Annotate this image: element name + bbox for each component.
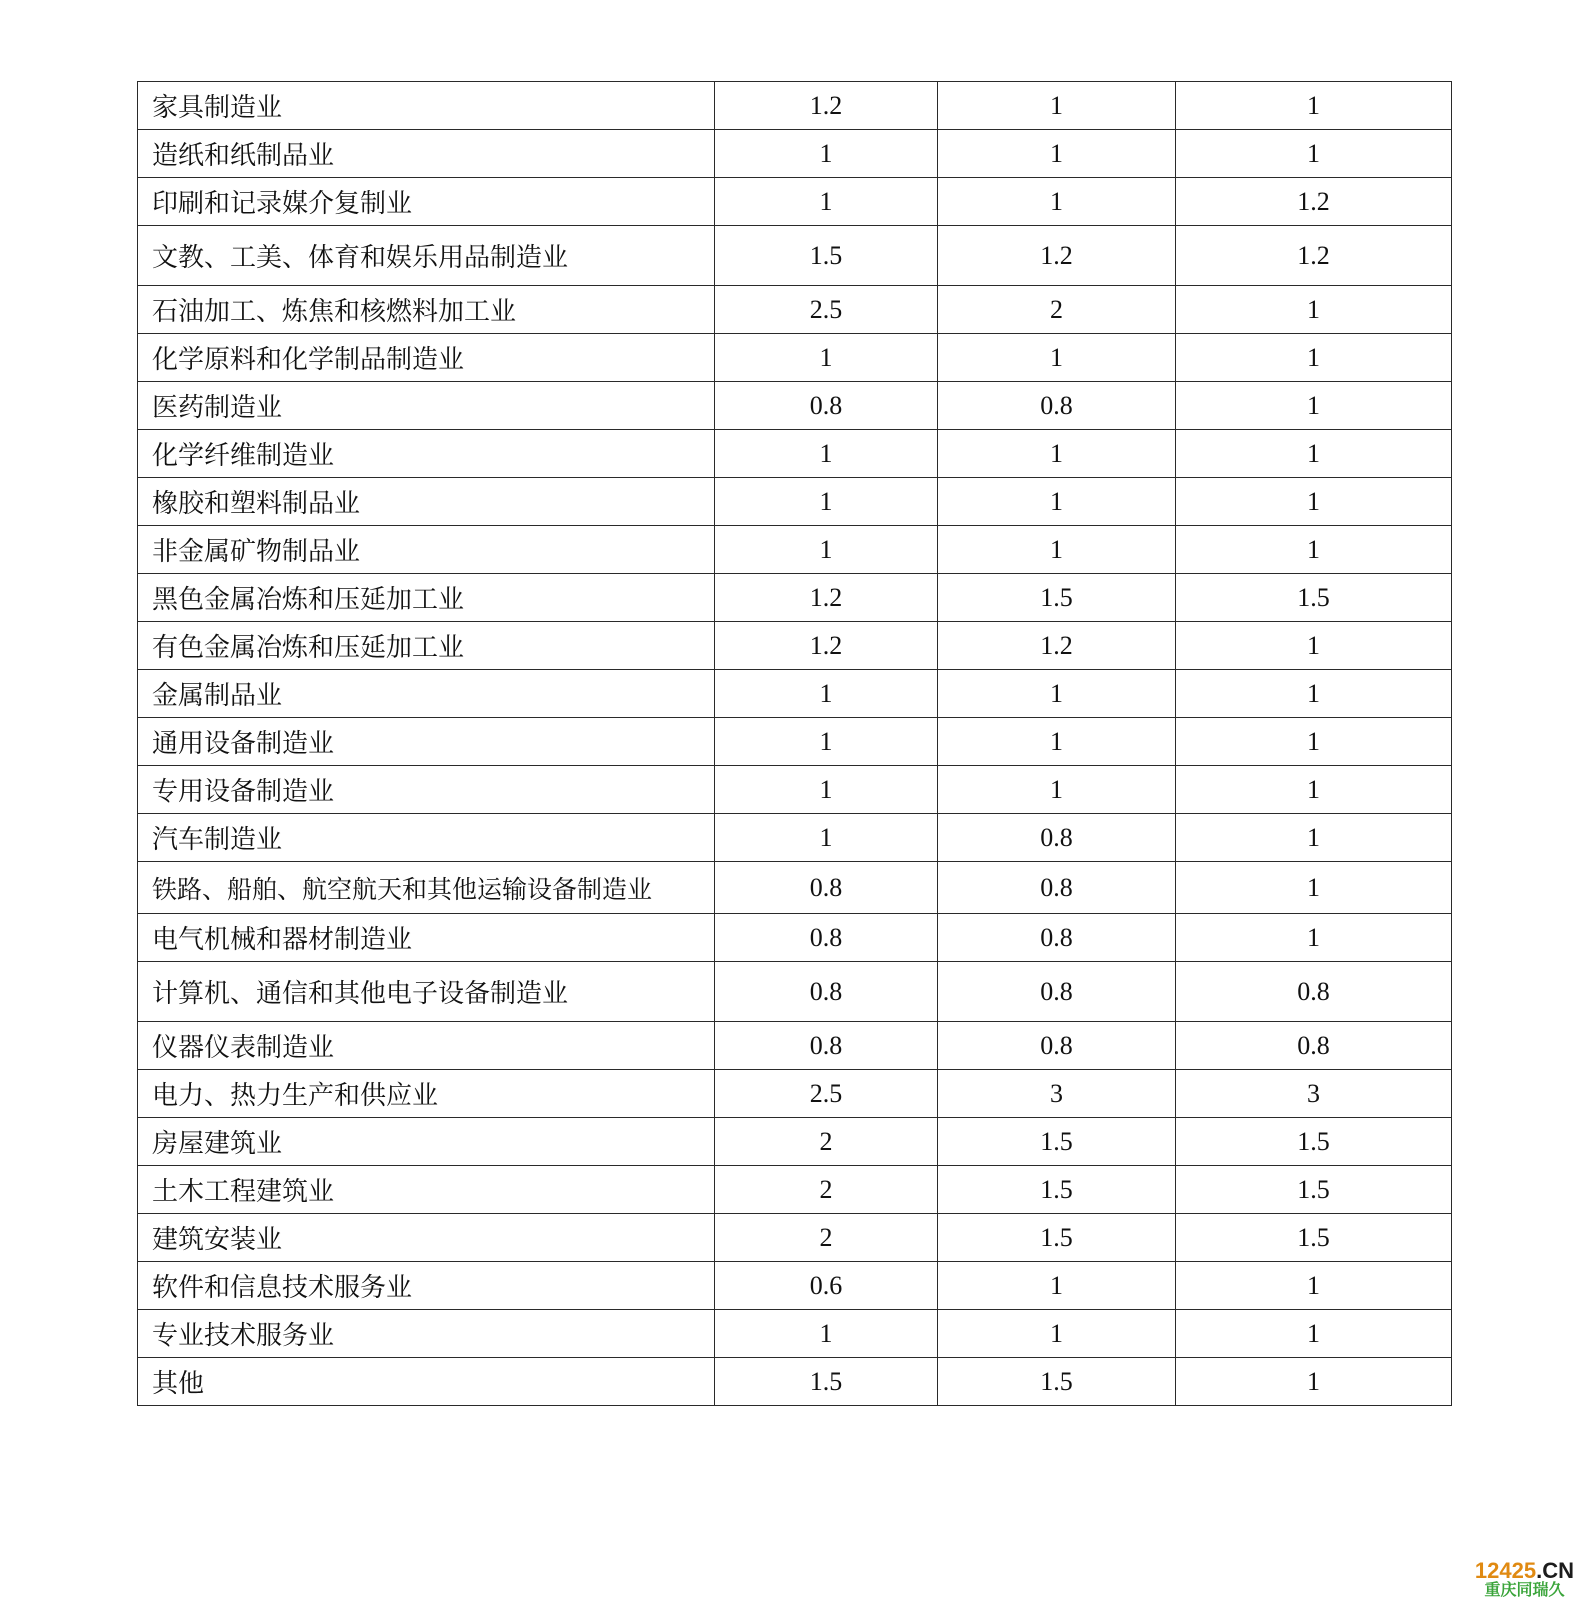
industry-name-cell: 其他 bbox=[138, 1358, 715, 1406]
value-cell-col1: 1 bbox=[715, 526, 938, 574]
value-cell-col3: 1 bbox=[1176, 814, 1452, 862]
value-cell-col3: 1 bbox=[1176, 766, 1452, 814]
value-cell-col1: 1 bbox=[715, 814, 938, 862]
value-cell-col1: 1 bbox=[715, 718, 938, 766]
value-cell-col3: 1 bbox=[1176, 286, 1452, 334]
table-row bbox=[138, 574, 1452, 622]
value-cell-col3: 1 bbox=[1176, 430, 1452, 478]
table-row bbox=[138, 226, 1452, 286]
industry-name-cell: 黑色金属冶炼和压延加工业 bbox=[138, 574, 715, 622]
value-cell-col1: 1.2 bbox=[715, 574, 938, 622]
table-row bbox=[138, 814, 1452, 862]
value-cell-col3: 1 bbox=[1176, 1262, 1452, 1310]
table-row bbox=[138, 962, 1452, 1022]
value-cell-col1: 1.5 bbox=[715, 1358, 938, 1406]
table-row bbox=[138, 382, 1452, 430]
industry-name-cell: 文教、工美、体育和娱乐用品制造业 bbox=[138, 226, 715, 286]
table-row bbox=[138, 478, 1452, 526]
table-row bbox=[138, 718, 1452, 766]
value-cell-col2: 1 bbox=[938, 430, 1176, 478]
value-cell-col3: 0.8 bbox=[1176, 962, 1452, 1022]
value-cell-col2: 2 bbox=[938, 286, 1176, 334]
value-cell-col1: 2 bbox=[715, 1166, 938, 1214]
value-cell-col1: 1 bbox=[715, 178, 938, 226]
table-row bbox=[138, 1214, 1452, 1262]
value-cell-col2: 1 bbox=[938, 178, 1176, 226]
value-cell-col1: 1 bbox=[715, 130, 938, 178]
industry-name-cell: 通用设备制造业 bbox=[138, 718, 715, 766]
value-cell-col1: 0.8 bbox=[715, 962, 938, 1022]
value-cell-col2: 0.8 bbox=[938, 382, 1176, 430]
industry-name-cell: 金属制品业 bbox=[138, 670, 715, 718]
value-cell-col2: 1 bbox=[938, 82, 1176, 130]
industry-name-cell: 有色金属冶炼和压延加工业 bbox=[138, 622, 715, 670]
table-row bbox=[138, 670, 1452, 718]
value-cell-col2: 1 bbox=[938, 526, 1176, 574]
industry-name-cell: 化学纤维制造业 bbox=[138, 430, 715, 478]
industry-name-cell: 专用设备制造业 bbox=[138, 766, 715, 814]
value-cell-col1: 2 bbox=[715, 1118, 938, 1166]
value-cell-col3: 1 bbox=[1176, 1310, 1452, 1358]
watermark-suffix: .CN bbox=[1536, 1558, 1574, 1583]
table-row bbox=[138, 430, 1452, 478]
value-cell-col3: 1.5 bbox=[1176, 1166, 1452, 1214]
value-cell-col1: 1 bbox=[715, 1310, 938, 1358]
table-row bbox=[138, 1070, 1452, 1118]
industry-name-cell: 土木工程建筑业 bbox=[138, 1166, 715, 1214]
value-cell-col3: 1 bbox=[1176, 130, 1452, 178]
industry-name-cell: 电力、热力生产和供应业 bbox=[138, 1070, 715, 1118]
value-cell-col3: 1.5 bbox=[1176, 1214, 1452, 1262]
value-cell-col1: 1 bbox=[715, 478, 938, 526]
value-cell-col1: 0.8 bbox=[715, 382, 938, 430]
value-cell-col3: 1 bbox=[1176, 478, 1452, 526]
industry-name-cell: 专业技术服务业 bbox=[138, 1310, 715, 1358]
table-row bbox=[138, 914, 1452, 962]
industry-name-cell: 非金属矿物制品业 bbox=[138, 526, 715, 574]
watermark-domain bbox=[1475, 1560, 1574, 1582]
value-cell-col2: 0.8 bbox=[938, 814, 1176, 862]
industry-name-cell: 医药制造业 bbox=[138, 382, 715, 430]
industry-name-cell: 计算机、通信和其他电子设备制造业 bbox=[138, 962, 715, 1022]
industry-name-cell: 化学原料和化学制品制造业 bbox=[138, 334, 715, 382]
table-row bbox=[138, 1118, 1452, 1166]
value-cell-col1: 2.5 bbox=[715, 1070, 938, 1118]
value-cell-col2: 1 bbox=[938, 478, 1176, 526]
value-cell-col1: 1 bbox=[715, 430, 938, 478]
industry-name-cell: 电气机械和器材制造业 bbox=[138, 914, 715, 962]
value-cell-col3: 1 bbox=[1176, 82, 1452, 130]
value-cell-col2: 1.5 bbox=[938, 1118, 1176, 1166]
value-cell-col2: 1 bbox=[938, 1310, 1176, 1358]
value-cell-col2: 1 bbox=[938, 1262, 1176, 1310]
value-cell-col3: 1.5 bbox=[1176, 574, 1452, 622]
value-cell-col3: 1 bbox=[1176, 718, 1452, 766]
industry-name-cell: 房屋建筑业 bbox=[138, 1118, 715, 1166]
industry-coefficient-table bbox=[137, 81, 1452, 1406]
value-cell-col2: 1.2 bbox=[938, 622, 1176, 670]
value-cell-col3: 3 bbox=[1176, 1070, 1452, 1118]
value-cell-col1: 1.5 bbox=[715, 226, 938, 286]
value-cell-col2: 1.5 bbox=[938, 574, 1176, 622]
industry-name-cell: 石油加工、炼焦和核燃料加工业 bbox=[138, 286, 715, 334]
value-cell-col2: 1 bbox=[938, 718, 1176, 766]
value-cell-col1: 2 bbox=[715, 1214, 938, 1262]
value-cell-col2: 1 bbox=[938, 766, 1176, 814]
industry-name-cell: 铁路、船舶、航空航天和其他运输设备制造业 bbox=[138, 862, 715, 914]
industry-name-cell: 家具制造业 bbox=[138, 82, 715, 130]
value-cell-col3: 1 bbox=[1176, 622, 1452, 670]
watermark-subtitle: 重庆同瑞久 bbox=[1484, 1580, 1565, 1599]
value-cell-col2: 1.5 bbox=[938, 1214, 1176, 1262]
value-cell-col3: 1.2 bbox=[1176, 226, 1452, 286]
value-cell-col3: 1.2 bbox=[1176, 178, 1452, 226]
value-cell-col1: 1 bbox=[715, 334, 938, 382]
value-cell-col1: 1.2 bbox=[715, 82, 938, 130]
value-cell-col3: 1 bbox=[1176, 526, 1452, 574]
value-cell-col2: 1 bbox=[938, 130, 1176, 178]
value-cell-col3: 1 bbox=[1176, 862, 1452, 914]
value-cell-col2: 1 bbox=[938, 670, 1176, 718]
industry-name-cell: 软件和信息技术服务业 bbox=[138, 1262, 715, 1310]
value-cell-col1: 1 bbox=[715, 670, 938, 718]
table-row bbox=[138, 1310, 1452, 1358]
value-cell-col3: 1.5 bbox=[1176, 1118, 1452, 1166]
table-row bbox=[138, 862, 1452, 914]
value-cell-col2: 3 bbox=[938, 1070, 1176, 1118]
industry-name-cell: 造纸和纸制品业 bbox=[138, 130, 715, 178]
table-row bbox=[138, 334, 1452, 382]
industry-name-cell: 仪器仪表制造业 bbox=[138, 1022, 715, 1070]
value-cell-col1: 2.5 bbox=[715, 286, 938, 334]
industry-name-cell: 建筑安装业 bbox=[138, 1214, 715, 1262]
table-body bbox=[138, 82, 1452, 1406]
value-cell-col2: 1.5 bbox=[938, 1358, 1176, 1406]
industry-name-cell: 汽车制造业 bbox=[138, 814, 715, 862]
value-cell-col1: 0.8 bbox=[715, 862, 938, 914]
value-cell-col2: 0.8 bbox=[938, 862, 1176, 914]
value-cell-col2: 1.5 bbox=[938, 1166, 1176, 1214]
watermark-number: 12425 bbox=[1474, 1558, 1537, 1583]
value-cell-col2: 1 bbox=[938, 334, 1176, 382]
table-row bbox=[138, 1022, 1452, 1070]
value-cell-col2: 0.8 bbox=[938, 962, 1176, 1022]
value-cell-col1: 1 bbox=[715, 766, 938, 814]
table-row bbox=[138, 130, 1452, 178]
table-row bbox=[138, 526, 1452, 574]
value-cell-col3: 1 bbox=[1176, 670, 1452, 718]
table-row bbox=[138, 1166, 1452, 1214]
table-row bbox=[138, 1262, 1452, 1310]
table-row bbox=[138, 766, 1452, 814]
value-cell-col1: 0.6 bbox=[715, 1262, 938, 1310]
value-cell-col2: 1.2 bbox=[938, 226, 1176, 286]
table-row bbox=[138, 178, 1452, 226]
value-cell-col3: 1 bbox=[1176, 914, 1452, 962]
value-cell-col1: 0.8 bbox=[715, 1022, 938, 1070]
value-cell-col1: 0.8 bbox=[715, 914, 938, 962]
table-row bbox=[138, 286, 1452, 334]
table-row bbox=[138, 1358, 1452, 1406]
value-cell-col1: 1.2 bbox=[715, 622, 938, 670]
value-cell-col3: 1 bbox=[1176, 1358, 1452, 1406]
value-cell-col3: 0.8 bbox=[1176, 1022, 1452, 1070]
value-cell-col3: 1 bbox=[1176, 382, 1452, 430]
industry-name-cell: 橡胶和塑料制品业 bbox=[138, 478, 715, 526]
value-cell-col2: 0.8 bbox=[938, 914, 1176, 962]
industry-name-cell: 印刷和记录媒介复制业 bbox=[138, 178, 715, 226]
table-row bbox=[138, 82, 1452, 130]
value-cell-col3: 1 bbox=[1176, 334, 1452, 382]
site-watermark bbox=[1475, 1560, 1574, 1598]
value-cell-col2: 0.8 bbox=[938, 1022, 1176, 1070]
table-row bbox=[138, 622, 1452, 670]
